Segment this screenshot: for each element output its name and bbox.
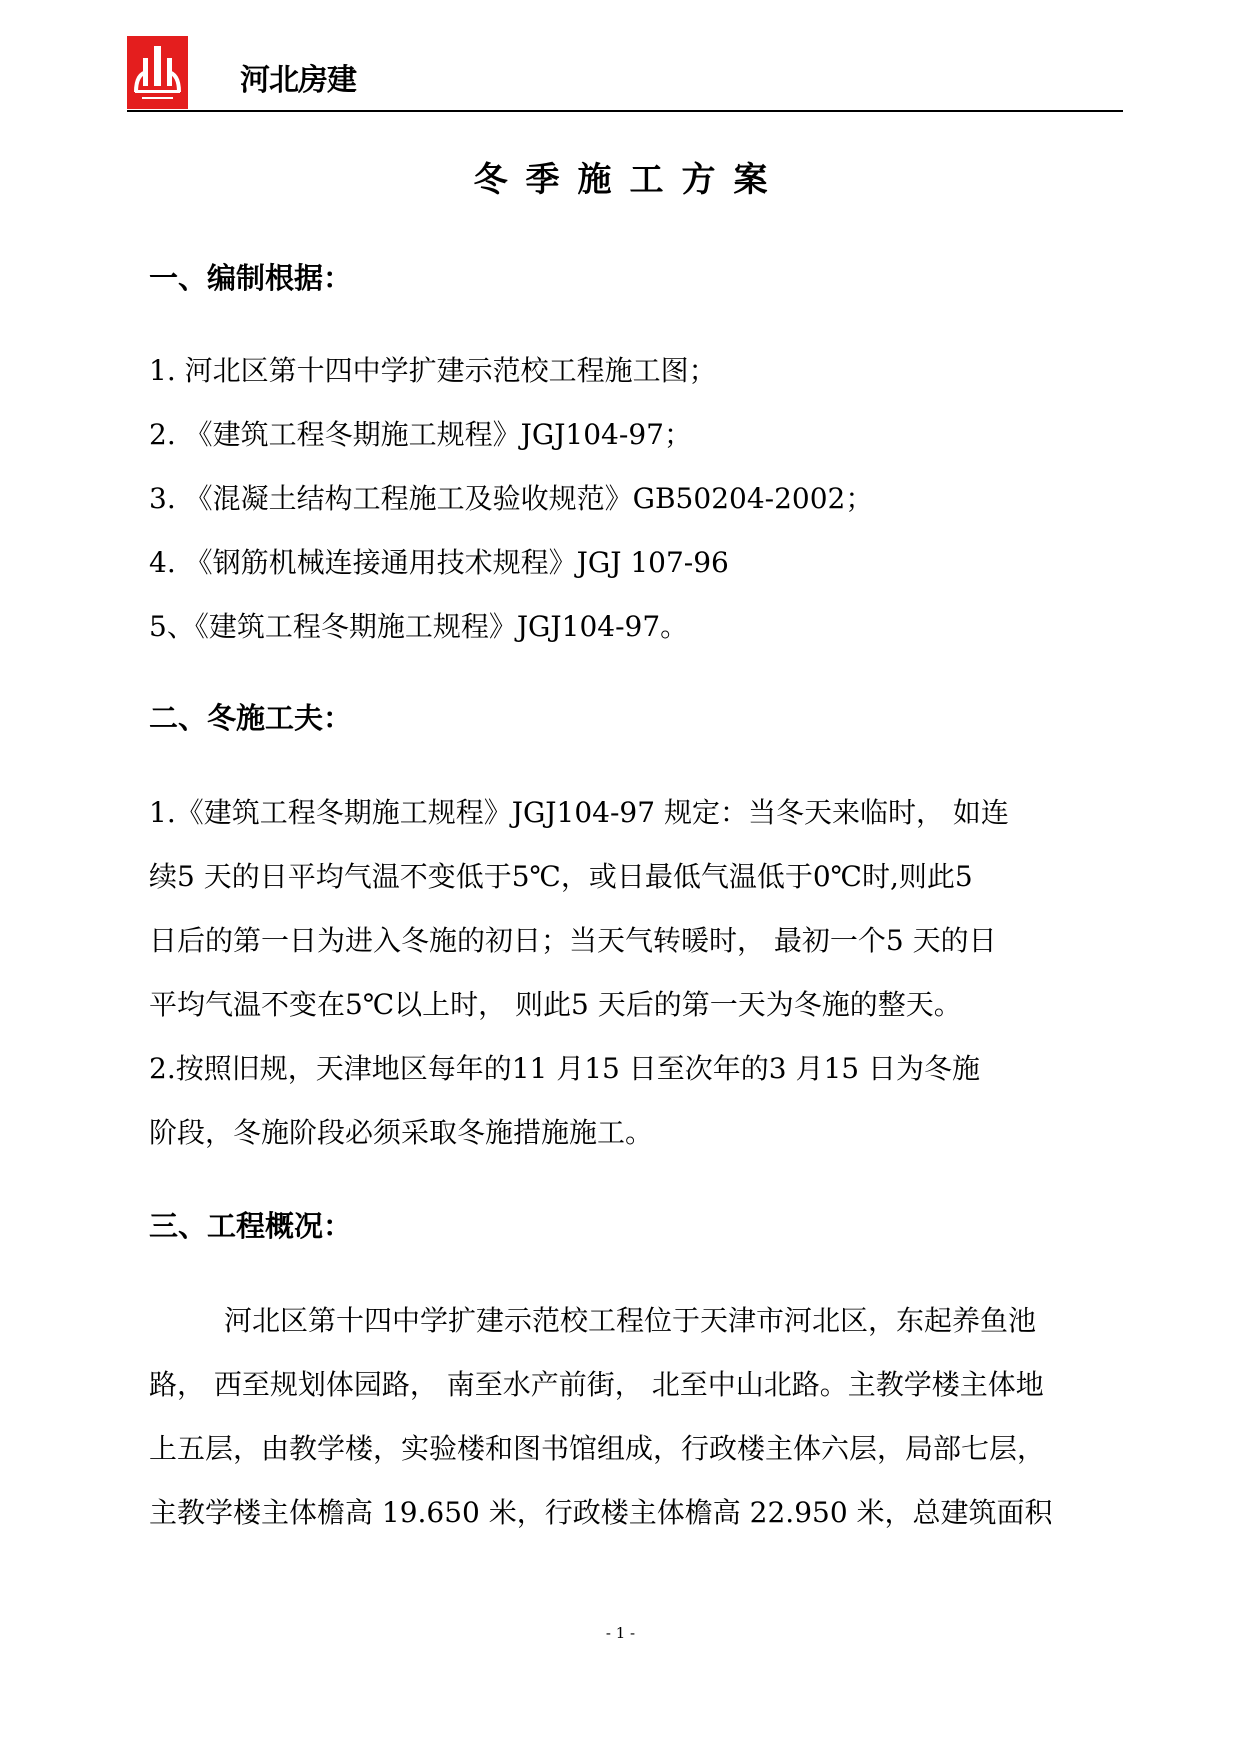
section-heading-overview: 三、工程概况： <box>149 1209 353 1243</box>
header-divider <box>127 110 1123 112</box>
winter-paragraph-line: 阶段，冬施阶段必须采取冬施措施施工。 <box>149 1116 654 1149</box>
winter-paragraph-line: 2.按照旧规，天津地区每年的11 月15 日至次年的3 月15 日为冬施 <box>149 1052 981 1085</box>
basis-item-1: 1. 河北区第十四中学扩建示范校工程施工图； <box>149 354 717 387</box>
basis-item-5: 5、《建筑工程冬期施工规程》JGJ104-97。 <box>149 610 689 643</box>
winter-paragraph-line: 续5 天的日平均气温不变低于5℃，或日最低气温低于0℃时,则此5 <box>149 860 973 893</box>
page-header <box>127 36 1123 112</box>
overview-paragraph-line: 路， 西至规划体园路， 南至水产前街， 北至中山北路。主教学楼主体地 <box>149 1368 1044 1401</box>
winter-paragraph-line: 日后的第一日为进入冬施的初日；当天气转暖时， 最初一个5 天的日 <box>149 924 997 957</box>
page-number: - 1 - <box>605 1624 636 1642</box>
company-logo-icon <box>127 36 188 109</box>
basis-item-3: 3. 《混凝土结构工程施工及验收规范》GB50204-2002； <box>149 482 874 515</box>
document-title: 冬季施工方案 <box>473 160 786 200</box>
winter-paragraph-line: 平均气温不变在5℃以上时， 则此5 天后的第一天为冬施的整天。 <box>149 988 962 1021</box>
company-name: 河北房建 <box>240 63 356 98</box>
overview-paragraph-line: 河北区第十四中学扩建示范校工程位于天津市河北区，东起养鱼池 <box>224 1304 1037 1337</box>
section-heading-basis: 一、编制根据： <box>149 261 353 295</box>
overview-paragraph-line: 主教学楼主体檐高 19.650 米，行政楼主体檐高 22.950 米，总建筑面积 <box>149 1496 1053 1529</box>
section-heading-winter: 二、冬施工夫： <box>149 701 353 735</box>
winter-paragraph-line: 1.《建筑工程冬期施工规程》JGJ104-97 规定：当冬天来临时， 如连 <box>149 796 1009 829</box>
basis-item-4: 4. 《钢筋机械连接通用技术规程》JGJ 107-96 <box>149 546 729 579</box>
basis-item-2: 2. 《建筑工程冬期施工规程》JGJ104-97； <box>149 418 692 451</box>
overview-paragraph-line: 上五层，由教学楼，实验楼和图书馆组成，行政楼主体六层，局部七层， <box>149 1432 1046 1465</box>
